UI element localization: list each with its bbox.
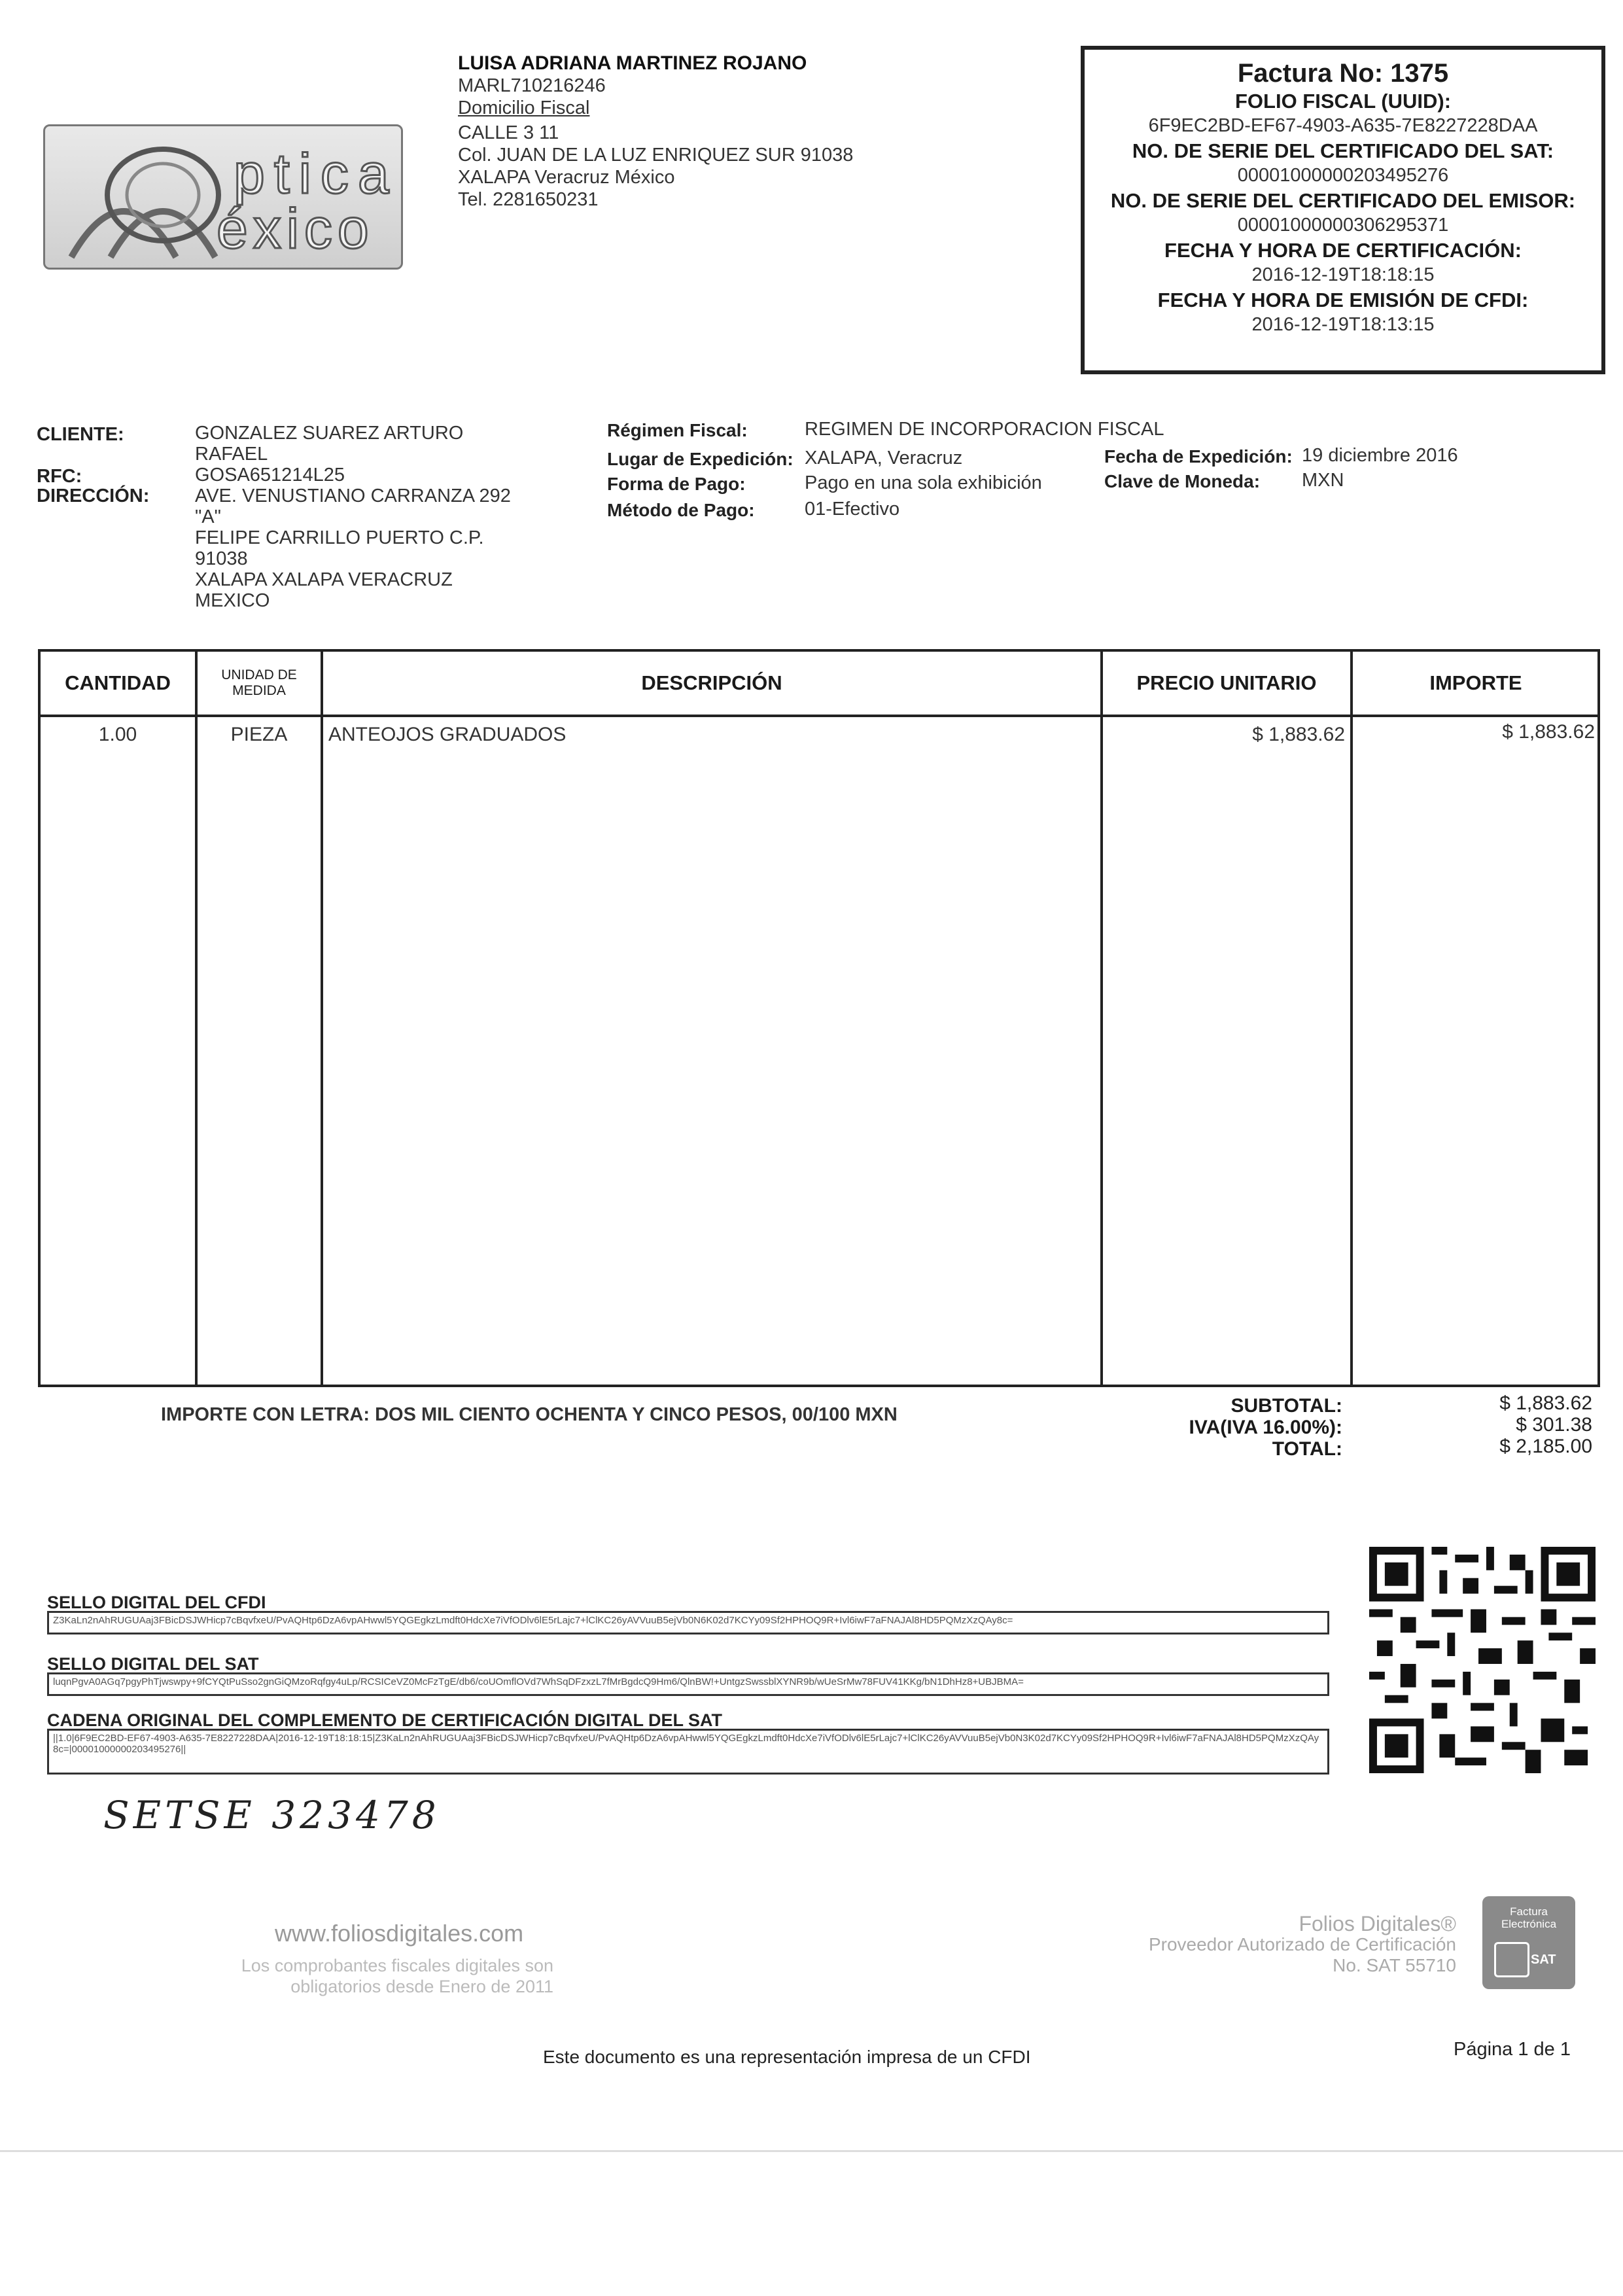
emision-date-label: FECHA Y HORA DE EMISIÓN DE CFDI: [1157, 289, 1529, 311]
footer-prov-line1: Proveedor Autorizado de Certificación [1148, 1934, 1456, 1954]
totals-values [1426, 1392, 1592, 1457]
footer-brand: Folios Digitales® [1299, 1912, 1456, 1935]
iva-value: $ 301.38 [1516, 1414, 1592, 1436]
row-cantidad: 1.00 [98, 724, 137, 745]
badge-line2: Electrónica [1501, 1918, 1557, 1930]
row-descripcion: ANTEOJOS GRADUADOS [328, 724, 567, 745]
cert-date-value: 2016-12-19T18:18:15 [1251, 264, 1435, 285]
qr-code [1369, 1547, 1596, 1773]
forma-value: Pago en una sola exhibición [805, 472, 1042, 493]
items-table [38, 649, 1600, 1387]
row-importe: $ 1,883.62 [1502, 721, 1595, 743]
issuer-street: CALLE 3 11 [458, 122, 559, 143]
header-importe: IMPORTE [1429, 671, 1522, 694]
emisor-cert-value: 00001000000306295371 [1237, 215, 1449, 236]
sello-sat-label: SELLO DIGITAL DEL SAT [47, 1654, 259, 1674]
metodo-label: Método de Pago: [607, 500, 755, 520]
moneda-label: Clave de Moneda: [1104, 471, 1261, 491]
issuer-fiscal-label: Domicilio Fiscal [458, 97, 590, 118]
fecha-label: Fecha de Expedición: [1104, 446, 1293, 467]
moneda-value: MXN [1302, 470, 1344, 491]
client-address-3: FELIPE CARRILLO PUERTO C.P. [195, 527, 484, 548]
rfc-label: RFC: [37, 466, 82, 487]
issuer-block [458, 52, 853, 211]
uuid-label: FOLIO FISCAL (UUID): [1234, 90, 1452, 113]
iva-label: IVA(IVA 16.00%): [1189, 1417, 1342, 1438]
issuer-city: XALAPA Veracruz México [458, 167, 675, 188]
footer-prov-line2: No. SAT 55710 [1333, 1955, 1456, 1975]
handwritten-note: SETSE 323478 [103, 1793, 440, 1837]
header-precio: PRECIO UNITARIO [1136, 671, 1317, 694]
subtotal-label: SUBTOTAL: [1230, 1395, 1342, 1417]
importe-letra-label: IMPORTE CON LETRA: [161, 1404, 370, 1425]
issuer-tel: Tel. 2281650231 [458, 189, 599, 210]
emisor-cert-label: NO. DE SERIE DEL CERTIFICADO DEL EMISOR: [1110, 189, 1576, 212]
footer-note-line1: Los comprobantes fiscales digitales son [241, 1956, 553, 1975]
sat-cert-label: NO. DE SERIE DEL CERTIFICADO DEL SAT: [1132, 139, 1554, 162]
subtotal-value: $ 1,883.62 [1499, 1392, 1592, 1414]
cfdi-note: Este documento es una representación impresa de un CFDI [543, 2047, 1031, 2067]
total-label: TOTAL: [1272, 1438, 1342, 1460]
header-cantidad: CANTIDAD [65, 671, 171, 694]
client-address-5: XALAPA XALAPA VERACRUZ [195, 569, 453, 590]
client-details [195, 423, 511, 611]
client-address-4: 91038 [195, 548, 248, 569]
issuer-colonia: Col. JUAN DE LA LUZ ENRIQUEZ SUR 91038 [458, 145, 854, 166]
invoice-title: Factura No: 1375 [1237, 59, 1449, 88]
fecha-value: 19 diciembre 2016 [1302, 445, 1458, 466]
client-name-line1: GONZALEZ SUAREZ ARTURO [195, 423, 464, 444]
footer-note-line2: obligatorios desde Enero de 2011 [290, 1977, 553, 1996]
importe-letra-value: DOS MIL CIENTO OCHENTA Y CINCO PESOS, 00/100 MXN [375, 1404, 898, 1425]
qr-code-icon [1369, 1547, 1596, 1773]
totals-labels [1112, 1395, 1342, 1460]
badge-sat: SAT [1531, 1952, 1556, 1967]
client-rfc: GOSA651214L25 [195, 465, 345, 486]
client-label: CLIENTE: [37, 424, 124, 445]
header-unidad [198, 652, 321, 715]
issuer-name: LUISA ADRIANA MARTINEZ ROJANO [458, 52, 807, 74]
total-value: $ 2,185.00 [1499, 1436, 1592, 1457]
regimen-value: REGIMEN DE INCORPORACION FISCAL [805, 419, 1164, 440]
client-address-6: MEXICO [195, 590, 270, 611]
lugar-value: XALAPA, Veracruz [805, 448, 963, 468]
importe-con-letra [161, 1404, 898, 1426]
footer-site: www.foliosdigitales.com [275, 1920, 524, 1947]
sat-seal-icon [1494, 1942, 1529, 1977]
cadena-original-label: CADENA ORIGINAL DEL COMPLEMENTO DE CERTIFICACIÓN DIGITAL DEL SAT [47, 1710, 723, 1730]
badge-line1: Factura [1510, 1905, 1548, 1918]
regimen-label: Régimen Fiscal: [607, 420, 748, 440]
sello-sat-box: luqnPgvA0AGq7pgyPhTjwswpy+9fCYQtPuSso2gnGiQMzoRqfgy4uLp/RCSICeVZ0McFzTgE/db6/coUOmflOVd7WhSqDFzxzL7fMrBgdcQ9Hm6/QlnBW!+UntgzSwssblXYNR9b/wUeSrMw78FUV41KKg/bN1DhHz8+UBJBMA= [47, 1672, 1329, 1696]
invoice-info-box [1081, 46, 1605, 374]
uuid-value: 6F9EC2BD-EF67-4903-A635-7E8227228DAA [1148, 115, 1538, 136]
optica-mexico-logo [43, 124, 403, 270]
logo-word-mexico: éxico [217, 198, 374, 260]
sello-cfdi-label: SELLO DIGITAL DEL CFDI [47, 1593, 266, 1612]
lugar-label: Lugar de Expedición: [607, 449, 794, 469]
cert-date-label: FECHA Y HORA DE CERTIFICACIÓN: [1164, 239, 1522, 262]
metodo-value: 01-Efectivo [805, 499, 900, 520]
page-number: Página 1 de 1 [1454, 2039, 1571, 2060]
client-address-2: "A" [195, 506, 221, 527]
footer-note [187, 1955, 553, 1997]
factura-electronica-badge [1482, 1896, 1575, 1989]
forma-label: Forma de Pago: [607, 474, 746, 494]
emision-date-value: 2016-12-19T18:13:15 [1251, 314, 1435, 335]
issuer-rfc: MARL710216246 [458, 75, 606, 96]
client-name-line2: RAFAEL [195, 444, 268, 465]
header-unidad-line1: UNIDAD DE [221, 667, 297, 682]
sello-cfdi-box: Z3KaLn2nAhRUGUAaj3FBicDSJWHicp7cBqvfxeU/PvAQHtp6DzA6vpAHwwl5YQGEgkzLmdft0HdcXe7iVfODlv6lE5rLajc7+lClKC26yAVVuuB5ejVb0N6K02d7KCYy09Sf2HPHOQ9R+Ivl6iwF7aFNAJAl8HD5PQMzXzQAy8c= [47, 1611, 1329, 1634]
badge-text [1482, 1905, 1575, 1930]
client-address-1: AVE. VENUSTIANO CARRANZA 292 [195, 486, 511, 506]
row-unidad: PIEZA [230, 724, 288, 745]
row-precio: $ 1,883.62 [1252, 724, 1345, 745]
header-descripcion: DESCRIPCIÓN [641, 671, 782, 694]
logo-word-optica: ptica [234, 143, 398, 205]
direccion-label: DIRECCIÓN: [37, 486, 150, 506]
cadena-original-box: ||1.0|6F9EC2BD-EF67-4903-A635-7E8227228DAA|2016-12-19T18:18:15|Z3KaLn2nAhRUGUAaj3FBicDSJWHicp7cBqvfxeU/PvAQHtp6DzA6vpAHwwl5YQGEgkzLmdft0HdcXe7iVfODlv6lE5rLajc7+lClKC26yAVVuuB5ejVb0N3K02d7KCYy09Sf2HPHOQ9R+Ivl6iwF7aFNAJAl8HD5PQMzXzQAy8c=|00001000000203495276|| [47, 1729, 1329, 1775]
footer-provider [1138, 1913, 1456, 1976]
header-unidad-line2: MEDIDA [232, 683, 286, 698]
scan-divider [0, 2150, 1623, 2152]
sat-cert-value: 00001000000203495276 [1237, 165, 1449, 186]
